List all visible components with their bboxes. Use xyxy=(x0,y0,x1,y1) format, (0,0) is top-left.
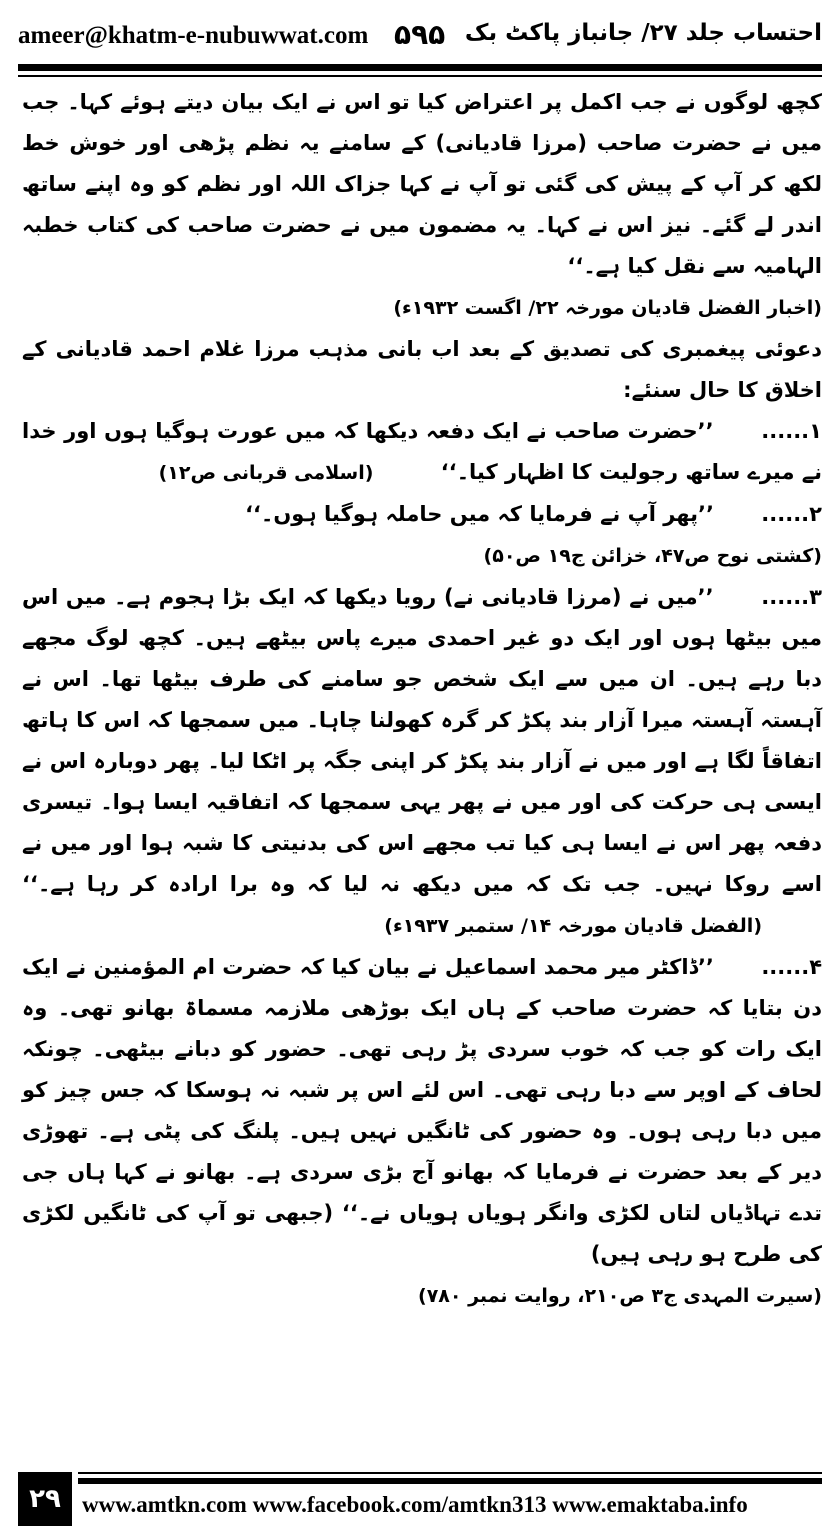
item-reference: (الفضل قادیان مورخہ ۱۴/ ستمبر ۱۹۳۷ء) xyxy=(384,915,762,937)
item-text: ’’پھر آپ نے فرمایا کہ میں حاملہ ہوگیا ہوں۔‘‘ xyxy=(245,502,714,526)
item-number: ۳...... xyxy=(761,585,822,609)
header-rule-thick xyxy=(18,64,822,71)
footer-links: www.amtkn.com www.facebook.com/amtkn313 www.emaktaba.info xyxy=(82,1492,748,1517)
header-page-number: ۵۹۵ xyxy=(394,18,446,51)
footer-rule-thick xyxy=(78,1478,822,1484)
page-footer xyxy=(18,1472,822,1528)
intro-paragraph: دعوئی پیغمبری کی تصدیق کے بعد اب بانی مذہب مرزا غلام احمد قادیانی کے اخلاق کا حال سنئے: xyxy=(22,337,822,402)
list-item-3 xyxy=(22,577,822,947)
header-rule-thin xyxy=(18,75,822,77)
item-reference: (اسلامی قربانی ص۱۲) xyxy=(158,462,374,484)
item-number: ۴...... xyxy=(761,955,823,979)
item-text: ’’میں نے (مرزا قادیانی نے) رویا دیکھا کہ ایک بڑا ہجوم ہے۔ میں اس میں بیٹھا ہوں اور ایک دو غیر احمدی میرے پاس بیٹھے ہیں۔ کچھ لوگ مجھے دبا رہے ہیں۔ ان میں سے ایک شخص جو سامنے کی طرف بیٹھا تھا۔ اس نے آہستہ آہستہ میرا آزار بند پکڑ کر گرہ کھولنا چاہا۔ میں سمجھا کہ اس کا ہاتھ اتفاقاً لگا ہے اور میں نے آزار بند پکڑ کر اپنی جگہ پر اٹکا لیا۔ پھر دوبارہ اس نے ایسی ہی حرکت کی اور میں نے پھر یہی سمجھا کہ اتفاقیہ ایسا ہوا۔ تیسری دفعہ پھر اس نے ایسا ہی کیا تب مجھے اس کی بدنیتی کا شبہ ہوا اور میں نے اسے روکا نہیں۔ جب تک کہ میں دیکھ نہ لیا کہ وہ برا ارادہ کر رہا ہے۔‘‘ xyxy=(22,585,822,896)
item-text: ’’حضرت صاحب نے ایک دفعہ دیکھا کہ میں عورت ہوگیا ہوں اور خدا نے میرے ساتھ رجولیت کا اظہار کیا۔‘‘ xyxy=(22,419,822,484)
item-number: ۱...... xyxy=(761,419,822,443)
page-content xyxy=(22,82,822,1317)
header-book-title: احتساب جلد ۲۷/ جانباز پاکٹ بک xyxy=(464,20,822,46)
footer-page-badge: ۲۹ xyxy=(18,1472,72,1526)
list-item-2 xyxy=(22,494,822,535)
page-header xyxy=(18,14,822,60)
item-number: ۲...... xyxy=(761,502,822,526)
list-item-1 xyxy=(22,411,822,494)
list-item-4 xyxy=(22,947,822,1275)
reference-akhbar-alfazl: (اخبار الفضل قادیان مورخہ ۲۲/ اگست ۱۹۳۲ء) xyxy=(393,297,822,319)
item-reference: (کشتی نوح ص۴۷، خزائن ج۱۹ ص۵۰) xyxy=(483,545,822,567)
item-text: ’’ڈاکٹر میر محمد اسماعیل نے بیان کیا کہ حضرت ام المؤمنین نے ایک دن بتایا کہ حضرت صاحب کے ہاں ایک بوڑھی ملازمہ مسماۃ بھانو تھی۔ وہ ایک رات کو جب کہ خوب سردی پڑ رہی تھی۔ حضور کو دبانے بیٹھی۔ چونکہ لحاف کے اوپر سے دبا رہی تھی۔ اس لئے اس پر شبہ نہ ہوسکا کہ جس چیز کو میں دبا رہی ہوں۔ وہ حضور کی ٹانگیں نہیں ہیں۔ پلنگ کی پٹی ہے۔ تھوڑی دیر کے بعد حضرت نے فرمایا کہ بھانو آج بڑی سردی ہے۔ بھانو نے کہا ہاں جی تدے تہاڈیاں لتاں لکڑی وانگر ہویاں ہویاں نے۔‘‘ (جبھی تو آپ کی ٹانگیں لکڑی کی طرح ہو رہی ہیں) xyxy=(22,955,822,1266)
quote-paragraph: کچھ لوگوں نے جب اکمل پر اعتراض کیا تو اس نے ایک بیان دیتے ہوئے کہا۔ جب میں نے حضرت صاحب (مرزا قادیانی) کے سامنے یہ نظم پڑھی اور خوش خط لکھ کر آپ کے پیش کی گئی تو آپ نے کہا جزاک اللہ اور نظم کو وہ اپنے ساتھ اندر لے گئے۔ نیز اس نے کہا۔ یہ مضمون میں نے حضرت صاحب کی کتاب خطبہ الہامیہ سے نقل کیا ہے۔‘‘ xyxy=(22,90,822,278)
item-reference: (سیرت المہدی ج۳ ص۲۱۰، روایت نمبر ۷۸۰) xyxy=(418,1285,822,1307)
footer-rule-thin xyxy=(78,1472,822,1474)
header-email: ameer@khatm-e-nubuwwat.com xyxy=(18,22,369,49)
